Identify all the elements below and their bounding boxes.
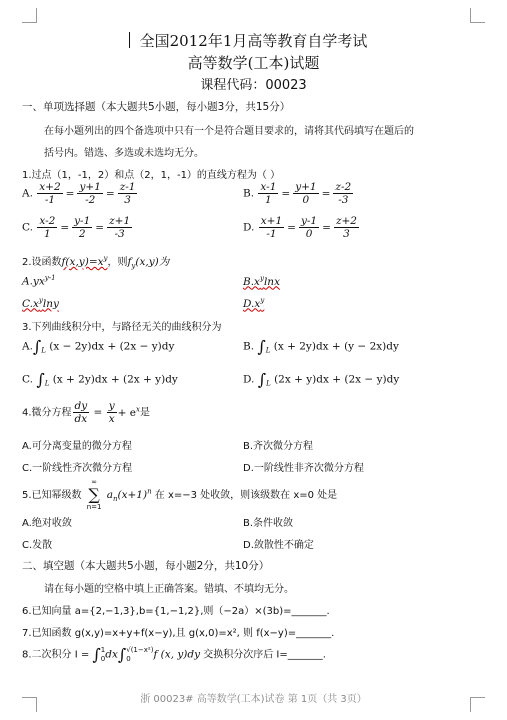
q1-b-frac-x: $\frac{x-1}{1}$ bbox=[260, 181, 277, 206]
q2-function: $f(x,y)=x^y$ bbox=[61, 254, 108, 268]
q3-stem: 3.下列曲线积分中，与路径无关的曲线积分为 bbox=[22, 322, 222, 333]
course-code: 课程代码：00023 bbox=[200, 78, 307, 93]
q3-option-d: D. $\int_L$ (2x + y)dx + (2x − y)dy bbox=[243, 370, 400, 389]
q1-c-frac-x: $\frac{x-2}{1}$ bbox=[39, 215, 56, 240]
q1-a-frac-y: $\frac{y+1}{-2}$ bbox=[79, 181, 101, 206]
q3-option-a: $A.\int_L$ (x − 2y)dx + (2x − y)dy bbox=[22, 337, 175, 356]
integral-sign-icon: ∫ bbox=[92, 645, 101, 664]
q4-option-d: D.一阶线性非齐次微分方程 bbox=[243, 463, 364, 474]
integral-sign-icon: ∫ bbox=[257, 370, 267, 389]
q1-a-frac-z: $\frac{z-1}{3}$ bbox=[119, 181, 136, 206]
q4-stem: 4.微分方程 $\frac{dy}{dx}$ = $\frac{y}{x}$ + $e^x$是 bbox=[22, 400, 150, 425]
q1-a-frac-x: $\frac{x+2}{-1}$ bbox=[39, 181, 61, 206]
q4-option-b: B.齐次微分方程 bbox=[243, 441, 314, 452]
q1-option-a: A. $\frac{x+2}{-1}$ = $\frac{y+1}{-2}$ = $\frac{z-1}{3}$ bbox=[22, 181, 136, 206]
q4-option-a: A.可分离变量的微分方程 bbox=[22, 441, 132, 452]
q1-c-frac-y: $\frac{y-1}{2}$ bbox=[74, 215, 91, 240]
q8-stem: 8.二次积分 I = ∫ 1 0 dx∫ √(1−x²) 0 f (x, y)dy 交换积分次序后 I=_______. bbox=[22, 645, 326, 664]
q2-option-a: $A.yx^{y-1}$ bbox=[22, 274, 56, 288]
integral-sign-icon: ∫ bbox=[117, 645, 127, 664]
crop-mark-top-right bbox=[470, 8, 485, 23]
page-footer: 浙 00023# 高等数学(工本)试卷 第 1页（共 3页） bbox=[140, 694, 367, 705]
q2-stem bbox=[22, 253, 169, 270]
section2-instruction: 请在每小题的空格中填上正确答案。错填、不填均无分。 bbox=[44, 584, 294, 595]
q1-d-frac-y: $\frac{y-1}{0}$ bbox=[300, 215, 318, 240]
q4-ratio: $\frac{y}{x}$ bbox=[108, 400, 115, 425]
q7-stem: 7.已知函数 g(x,y)=x+y+f(x−y),且 g(x,0)=x², 则 f(x−y)=_______. bbox=[22, 628, 335, 639]
q2-partial: $f_y(x,y)$为 bbox=[127, 256, 170, 271]
section1-instruction-a: 在每小题列出的四个备选项中只有一个是符合题目要求的，请将其代码填写在题后的 bbox=[44, 126, 414, 137]
q1-c-label: C. bbox=[22, 221, 33, 234]
summation-icon: ∞ ∑ n=1 bbox=[86, 478, 102, 511]
exam-title: 全国2012年1月高等教育自学考试 bbox=[139, 32, 368, 50]
q5-stem: 5.已知幂级数 ∞ ∑ n=1 $a_n(x+1)^n$ 在 x=−3 处收敛，则该级数在 x=0 处是 bbox=[22, 478, 338, 511]
q2-stem-pre: 2.设函数 bbox=[22, 257, 62, 268]
q2-stem-post: ，则 bbox=[107, 257, 128, 268]
q1-d-frac-z: $\frac{z+2}{3}$ bbox=[335, 215, 357, 240]
q1-option-c: C. $\frac{x-2}{1}$ = $\frac{y-1}{2}$ = $\frac{z+1}{-3}$ bbox=[22, 215, 131, 240]
q5-option-c: C.发散 bbox=[22, 540, 53, 551]
q2-option-c: $C.x^y\ln y$ bbox=[22, 296, 59, 310]
crop-mark-top-left bbox=[22, 8, 37, 23]
q5-option-a: A.绝对收敛 bbox=[22, 518, 72, 529]
q1-d-frac-x: $\frac{x+1}{-1}$ bbox=[260, 215, 283, 240]
section1-instruction-b: 括号内。错选、多选或未选均无分。 bbox=[44, 148, 204, 159]
q5-option-b: B.条件收敛 bbox=[243, 518, 294, 529]
q1-b-frac-y: $\frac{y+1}{0}$ bbox=[295, 181, 317, 206]
q1-d-label: D. bbox=[243, 221, 255, 234]
q2-option-d: $D.x^y$ bbox=[243, 296, 265, 310]
q1-b-frac-z: $\frac{z-2}{-3}$ bbox=[335, 181, 352, 206]
section2-heading: 二、填空题（本大题共5小题，每小题2分，共10分） bbox=[22, 560, 270, 572]
q1-c-frac-z: $\frac{z+1}{-3}$ bbox=[109, 215, 131, 240]
q5-option-d: D.敛散性不确定 bbox=[243, 540, 314, 551]
exam-subject: 高等数学(工本)试题 bbox=[187, 54, 320, 72]
q1-option-b: B. $\frac{x-1}{1}$ = $\frac{y+1}{0}$ = $\frac{z-2}{-3}$ bbox=[243, 181, 352, 206]
q1-stem: 1.过点（1，-1，2）和点（2，1，-1）的直线方程为（ ） bbox=[22, 170, 281, 181]
q6-stem: 6.已知向量 a={2,−1,3},b={1,−1,2},则（−2a）×(3b)=_______. bbox=[22, 606, 330, 617]
q1-option-d: D. $\frac{x+1}{-1}$ = $\frac{y-1}{0}$ = $\frac{z+2}{3}$ bbox=[243, 215, 357, 240]
q3-option-b: B. $\int_L$ (x + 2y)dx + (y − 2x)dy bbox=[243, 337, 399, 356]
section1-heading: 一、单项选择题（本大题共5小题，每小题3分，共15分） bbox=[22, 101, 291, 113]
integral-sign-icon: ∫ bbox=[36, 370, 45, 389]
q4-option-c: C.一阶线性齐次微分方程 bbox=[22, 463, 133, 474]
q2-option-b: $B.x^y\ln x$ bbox=[243, 274, 280, 288]
q3-option-c: C. $\int_L$ (x + 2y)dx + (2x + y)dy bbox=[22, 370, 178, 389]
integral-sign-icon: ∫ bbox=[257, 337, 266, 356]
integral-sign-icon: ∫ bbox=[32, 337, 42, 356]
q1-b-label: B. bbox=[243, 187, 255, 200]
q1-a-label: A. bbox=[22, 187, 33, 200]
q4-derivative: $\frac{dy}{dx}$ bbox=[74, 400, 88, 425]
